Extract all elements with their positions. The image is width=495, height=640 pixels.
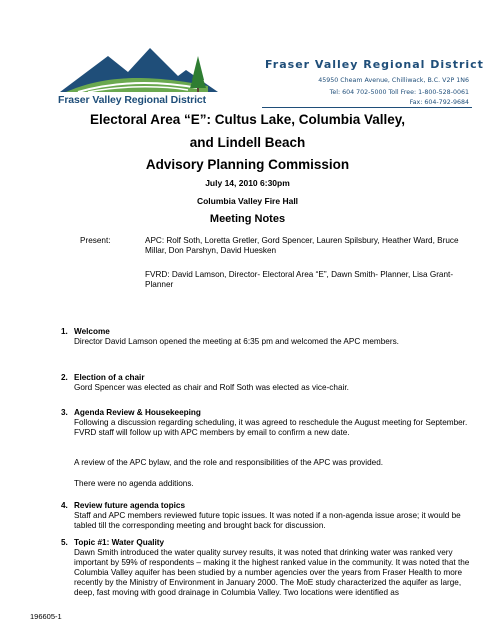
header-rule xyxy=(262,107,472,108)
section-paragraph: A review of the APC bylaw, and the role and responsibilities of the APC was provided. xyxy=(74,458,384,467)
section-paragraph: Dawn Smith introduced the water quality survey results, it was noted that drinking water was ranked very important by 59% of respondents – making it the highest ranked value in the community. It was noted that the Columbia Valley aquifer has been studied by a number agencies over the years from Fraser Health to more recently by the Ministry of Environment in January 2000. The MoE study characterized the aquifer as large, deep, fast moving with good drainage in Columbia Valley. Two locations were identified as xyxy=(74,548,470,597)
present-label: Present: xyxy=(80,236,111,245)
org-name: Fraser Valley Regional District xyxy=(265,58,484,71)
document-title-line3: Advisory Planning Commission xyxy=(145,157,350,172)
present-fvrd: FVRD: David Lamson, Director- Electoral Area “E”, Dawn Smith- Planner, Lisa Grant- Planner xyxy=(145,270,454,289)
section-paragraph: Following a discussion regarding scheduling, it was agreed to reschedule the August meeting for September. FVRD staff will follow up with APC members by email to confirm a new date. xyxy=(74,418,468,437)
section-title: Election of a chair xyxy=(74,373,145,382)
org-fax: Fax: 604-792-9684 xyxy=(409,99,469,106)
document-title-line2: and Lindell Beach xyxy=(189,135,306,150)
section-paragraph: Director David Lamson opened the meeting at 6:35 pm and welcomed the APC members. xyxy=(74,337,399,346)
meeting-date: July 14, 2010 6:30pm xyxy=(205,178,290,188)
section-paragraph: There were no agenda additions. xyxy=(74,479,194,488)
meeting-venue: Columbia Valley Fire Hall xyxy=(196,196,299,206)
section-number: 2. xyxy=(61,373,68,382)
mountain-logo-icon xyxy=(58,42,220,94)
section-title: Welcome xyxy=(74,327,110,336)
logo-text: Fraser Valley Regional District xyxy=(58,94,207,106)
document-id: 196605-1 xyxy=(30,612,62,621)
notes-heading: Meeting Notes xyxy=(209,213,286,225)
section-title: Agenda Review & Housekeeping xyxy=(74,408,201,417)
present-apc: APC: Rolf Soth, Loretta Gretler, Gord Spencer, Lauren Spilsbury, Heather Ward, Bruce Millar, Don Parshyn, David Huesken xyxy=(145,236,459,255)
document-title-line1: Electoral Area “E”: Cultus Lake, Columbia Valley, xyxy=(89,112,406,127)
section-number: 5. xyxy=(61,538,68,547)
section-number: 4. xyxy=(61,501,68,510)
org-address: 45950 Cheam Avenue, Chilliwack, B.C. V2P 1N6 xyxy=(318,77,469,84)
fvrd-logo xyxy=(58,42,220,112)
section-paragraph: Gord Spencer was elected as chair and Rolf Soth was elected as vice-chair. xyxy=(74,383,349,392)
section-paragraph: Staff and APC members reviewed future topic issues. It was noted if a non-agenda issue arose; it would be tabled till the corresponding meeting and brought back for discussion. xyxy=(74,511,461,530)
section-title: Review future agenda topics xyxy=(74,501,186,510)
section-number: 1. xyxy=(61,327,68,336)
section-number: 3. xyxy=(61,408,68,417)
org-phone: Tel: 604 702-5000 Toll Free: 1-800-528-0061 xyxy=(329,89,469,96)
section-title: Topic #1: Water Quality xyxy=(74,538,165,547)
